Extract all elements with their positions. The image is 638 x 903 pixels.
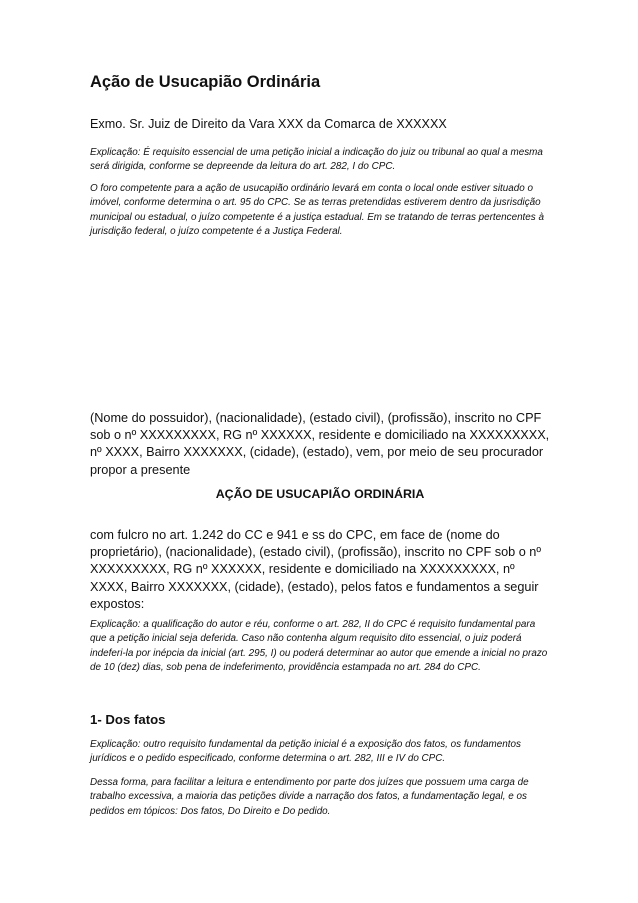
explanation-note-jurisdiction: O foro competente para a ação de usucapião ordinário levará em conta o local onde estiver situado o imóvel, conforme determina o art. 95 do CPC. Se as terras pretendidas estiverem dentro da jusrisdição municipal ou estadual, o juízo competente é a justiça estadual. Em se tratando de terras pertencentes à jurisdição federal, o juízo competente é a Justiça Federal. [90,183,544,237]
explanation-note-facts: Explicação: outro requisito fundamental da petição inicial é a exposição dos fatos, os fundamentos jurídicos e o pedido especificado, conforme determina o art. 282, III e IV do CPC. [90,739,521,765]
action-heading: AÇÃO DE USUCAPIÃO ORDINÁRIA [215,487,425,501]
explanation-note-judge: Explicação: É requisito essencial de uma petição inicial a indicação do juiz ou tribunal ao qual a mesma será dirigida, conforme se depreende da leitura do art. 282, I do CPC. [90,147,543,173]
explanation-note-topics: Dessa forma, para facilitar a leitura e entendimento por parte dos juízes que possuem uma carga de trabalho excessiva, a maioria das petições divide a narração dos fatos, a fundamentação legal, e os pedidos em tópicos: Dos fatos, Do Direito e Do pedido. [90,777,529,817]
addressee-line: Exmo. Sr. Juiz de Direito da Vara XXX da Comarca de XXXXXX [90,117,447,131]
document-title: Ação de Usucapião Ordinária [90,73,321,91]
defendant-qualification-paragraph: com fulcro no art. 1.242 do CC e 941 e ss do CPC, em face de (nome do proprietário), (nacionalidade), (estado civil), (profissão), inscrito no CPF sob o nº XXXXXXXXX, RG nº XXXXXX, residente e domiciliado na XXXXXXXXX, nº XXXX, Bairro XXXXXXX, (cidade), (estado), pelos fatos e fundamentos a seguir expostos: [90,528,542,611]
section-title-facts: 1- Dos fatos [90,712,166,727]
plaintiff-qualification-paragraph: (Nome do possuidor), (nacionalidade), (estado civil), (profissão), inscrito no CPF sob o nº XXXXXXXXX, RG nº XXXXXX, residente e domiciliado na XXXXXXXXX, nº XXXX, Bairro XXXXXXX, (cidade), (estado), vem, por meio de seu procurador propor a presente [90,411,550,477]
explanation-note-qualification: Explicação: a qualificação do autor e réu, conforme o art. 282, II do CPC é requisito fundamental para que a petição inicial seja deferida. Caso não contenha algum requisito dito essencial, o juiz poderá indeferi-la por inépcia da inicial (art. 295, I) ou poderá determinar ao autor que emende a inicial no prazo de 10 (dez) dias, sob pena de indeferimento, providência estampada no art. 284 do CPC. [90,619,548,673]
